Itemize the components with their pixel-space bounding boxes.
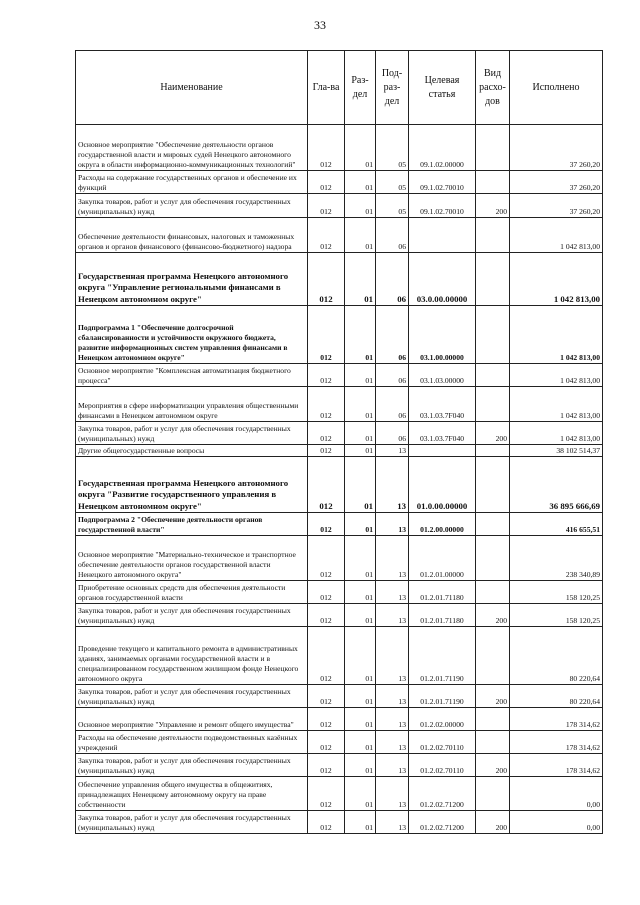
cell-subsection: 13 — [376, 708, 409, 731]
cell-subsection: 13 — [376, 445, 409, 457]
cell-target: 03.1.03.00000 — [409, 364, 476, 387]
cell-section: 01 — [345, 194, 376, 218]
cell-name: Расходы на обеспечение деятельности подведомственных казённых учреждений — [76, 731, 308, 754]
cell-section: 01 — [345, 685, 376, 708]
cell-section: 01 — [345, 218, 376, 253]
cell-target: 01.2.02.71200 — [409, 811, 476, 834]
header-target: Целевая статья — [409, 51, 476, 125]
cell-expense-type: 200 — [476, 422, 510, 445]
header-expense-type: Вид расхо-дов — [476, 51, 510, 125]
cell-target: 03.1.00.00000 — [409, 306, 476, 364]
cell-subsection: 13 — [376, 513, 409, 536]
cell-target: 01.2.02.71200 — [409, 777, 476, 811]
cell-chapter: 012 — [308, 457, 345, 513]
cell-subsection: 13 — [376, 731, 409, 754]
cell-executed: 1 042 813,00 — [510, 218, 603, 253]
table-row — [76, 171, 603, 194]
cell-executed: 238 340,89 — [510, 536, 603, 581]
cell-expense-type — [476, 457, 510, 513]
cell-name: Закупка товаров, работ и услуг для обеспечения государственных (муниципальных) нужд — [76, 604, 308, 627]
cell-expense-type — [476, 364, 510, 387]
cell-chapter: 012 — [308, 422, 345, 445]
cell-section: 01 — [345, 387, 376, 422]
cell-section: 01 — [345, 364, 376, 387]
cell-chapter: 012 — [308, 581, 345, 604]
table-row — [76, 218, 603, 253]
table-row — [76, 754, 603, 777]
cell-target: 01.2.01.71180 — [409, 604, 476, 627]
cell-executed: 38 102 514,37 — [510, 445, 603, 457]
cell-expense-type — [476, 777, 510, 811]
cell-target: 09.1.02.00000 — [409, 125, 476, 171]
cell-name: Государственная программа Ненецкого автономного округа "Управление региональными финансами в Ненецком автономном округе" — [76, 253, 308, 306]
cell-name: Закупка товаров, работ и услуг для обеспечения государственных (муниципальных) нужд — [76, 811, 308, 834]
table-row — [76, 387, 603, 422]
cell-executed: 1 042 813,00 — [510, 422, 603, 445]
table-row — [76, 445, 603, 457]
cell-expense-type — [476, 513, 510, 536]
cell-section: 01 — [345, 536, 376, 581]
cell-target: 03.1.03.7F040 — [409, 422, 476, 445]
cell-subsection: 13 — [376, 777, 409, 811]
header-section: Раз-дел — [345, 51, 376, 125]
cell-executed: 178 314,62 — [510, 731, 603, 754]
cell-target: 03.0.00.00000 — [409, 253, 476, 306]
cell-executed: 178 314,62 — [510, 708, 603, 731]
table-row — [76, 811, 603, 834]
cell-subsection: 13 — [376, 685, 409, 708]
cell-expense-type: 200 — [476, 685, 510, 708]
cell-expense-type — [476, 171, 510, 194]
cell-chapter: 012 — [308, 685, 345, 708]
table-row — [76, 513, 603, 536]
header-chapter: Гла-ва — [308, 51, 345, 125]
header-name: Наименование — [76, 51, 308, 125]
cell-name: Приобретение основных средств для обеспечения деятельности органов государственной власти — [76, 581, 308, 604]
cell-chapter: 012 — [308, 387, 345, 422]
table-row — [76, 364, 603, 387]
cell-executed: 178 314,62 — [510, 754, 603, 777]
cell-section: 01 — [345, 306, 376, 364]
cell-subsection: 06 — [376, 422, 409, 445]
cell-executed: 0,00 — [510, 777, 603, 811]
cell-executed: 37 260,20 — [510, 171, 603, 194]
cell-executed: 37 260,20 — [510, 194, 603, 218]
cell-section: 01 — [345, 513, 376, 536]
cell-subsection: 13 — [376, 811, 409, 834]
cell-subsection: 13 — [376, 627, 409, 685]
cell-expense-type: 200 — [476, 194, 510, 218]
cell-chapter: 012 — [308, 604, 345, 627]
cell-subsection: 05 — [376, 125, 409, 171]
cell-target — [409, 218, 476, 253]
cell-expense-type: 200 — [476, 754, 510, 777]
cell-name: Основное мероприятие "Комплексная автоматизация бюджетного процесса" — [76, 364, 308, 387]
table-row — [76, 253, 603, 306]
cell-name: Другие общегосударственные вопросы — [76, 445, 308, 457]
cell-section: 01 — [345, 708, 376, 731]
cell-subsection: 06 — [376, 387, 409, 422]
table-row — [76, 604, 603, 627]
cell-chapter: 012 — [308, 627, 345, 685]
cell-subsection: 06 — [376, 306, 409, 364]
cell-target: 01.2.00.00000 — [409, 513, 476, 536]
cell-section: 01 — [345, 422, 376, 445]
cell-chapter: 012 — [308, 253, 345, 306]
cell-expense-type — [476, 387, 510, 422]
table-row — [76, 731, 603, 754]
cell-name: Основное мероприятие "Управление и ремонт общего имущества" — [76, 708, 308, 731]
table-row — [76, 627, 603, 685]
cell-executed: 1 042 813,00 — [510, 364, 603, 387]
cell-subsection: 13 — [376, 581, 409, 604]
cell-target: 09.1.02.70010 — [409, 194, 476, 218]
cell-chapter: 012 — [308, 218, 345, 253]
cell-section: 01 — [345, 253, 376, 306]
cell-name: Закупка товаров, работ и услуг для обеспечения государственных (муниципальных) нужд — [76, 194, 308, 218]
cell-chapter: 012 — [308, 171, 345, 194]
cell-chapter: 012 — [308, 125, 345, 171]
cell-chapter: 012 — [308, 536, 345, 581]
cell-executed: 1 042 813,00 — [510, 306, 603, 364]
cell-chapter: 012 — [308, 445, 345, 457]
cell-executed: 158 120,25 — [510, 604, 603, 627]
page-number: 33 — [314, 18, 326, 32]
cell-name: Подпрограмма 1 "Обеспечение долгосрочной сбалансированности и устойчивости окружного бюджета, развитие информационных систем управления финансами в Ненецком автономном округе" — [76, 306, 308, 364]
cell-name: Обеспечение управления общего имущества в общежитиях, принадлежащих Ненецкому автономному округу на праве собственности — [76, 777, 308, 811]
cell-target: 01.2.02.70110 — [409, 731, 476, 754]
cell-executed: 0,00 — [510, 811, 603, 834]
cell-expense-type — [476, 536, 510, 581]
table-row — [76, 457, 603, 513]
cell-section: 01 — [345, 627, 376, 685]
cell-subsection: 05 — [376, 194, 409, 218]
cell-executed: 1 042 813,00 — [510, 387, 603, 422]
cell-name: Мероприятия в сфере информатизации управления общественными финансами в Ненецком автономном округе — [76, 387, 308, 422]
cell-chapter: 012 — [308, 513, 345, 536]
header-subsection: Под-раз-дел — [376, 51, 409, 125]
cell-name: Обеспечение деятельности финансовых, налоговых и таможенных органов и органов финансового (финансово-бюджетного) надзора — [76, 218, 308, 253]
table-row — [76, 306, 603, 364]
cell-executed: 37 260,20 — [510, 125, 603, 171]
cell-section: 01 — [345, 581, 376, 604]
cell-name: Закупка товаров, работ и услуг для обеспечения государственных (муниципальных) нужд — [76, 685, 308, 708]
cell-expense-type — [476, 306, 510, 364]
table-row — [76, 422, 603, 445]
cell-expense-type — [476, 731, 510, 754]
cell-name: Основное мероприятие "Обеспечение деятельности органов государственной власти и мировых судей Ненецкого автономного округа в области информационно-коммуникационных технологий" — [76, 125, 308, 171]
cell-name: Закупка товаров, работ и услуг для обеспечения государственных (муниципальных) нужд — [76, 754, 308, 777]
cell-expense-type — [476, 125, 510, 171]
cell-target: 01.2.01.71190 — [409, 685, 476, 708]
cell-chapter: 012 — [308, 811, 345, 834]
cell-name: Подпрограмма 2 "Обеспечение деятельности органов государственной власти" — [76, 513, 308, 536]
cell-expense-type — [476, 218, 510, 253]
cell-subsection: 13 — [376, 604, 409, 627]
cell-chapter: 012 — [308, 364, 345, 387]
header-executed: Исполнено — [510, 51, 603, 125]
table-row — [76, 777, 603, 811]
cell-subsection: 13 — [376, 536, 409, 581]
cell-subsection: 13 — [376, 754, 409, 777]
cell-section: 01 — [345, 125, 376, 171]
cell-target — [409, 445, 476, 457]
cell-expense-type — [476, 708, 510, 731]
cell-subsection: 05 — [376, 171, 409, 194]
table-row — [76, 708, 603, 731]
cell-target: 01.2.01.00000 — [409, 536, 476, 581]
cell-chapter: 012 — [308, 777, 345, 811]
cell-section: 01 — [345, 777, 376, 811]
cell-expense-type — [476, 581, 510, 604]
cell-expense-type — [476, 627, 510, 685]
table-row — [76, 685, 603, 708]
cell-executed: 416 655,51 — [510, 513, 603, 536]
cell-name: Проведение текущего и капитального ремонта в административных зданиях, занимаемых органами государственной власти и в специализированном государственном жилищном фонде Ненецкого автономного округа — [76, 627, 308, 685]
table-body — [76, 125, 603, 834]
cell-expense-type — [476, 253, 510, 306]
cell-section: 01 — [345, 457, 376, 513]
cell-expense-type — [476, 445, 510, 457]
cell-chapter: 012 — [308, 194, 345, 218]
cell-expense-type: 200 — [476, 811, 510, 834]
cell-name: Основное мероприятие "Материально-техническое и транспортное обеспечение деятельности органов государственной власти Ненецкого автономного округа" — [76, 536, 308, 581]
cell-target: 09.1.02.70010 — [409, 171, 476, 194]
cell-target: 01.0.00.00000 — [409, 457, 476, 513]
cell-section: 01 — [345, 754, 376, 777]
budget-table — [75, 50, 603, 834]
cell-subsection: 06 — [376, 253, 409, 306]
table-row — [76, 536, 603, 581]
cell-target: 01.2.02.70110 — [409, 754, 476, 777]
cell-executed: 36 895 666,69 — [510, 457, 603, 513]
table-header-row — [76, 51, 603, 125]
cell-section: 01 — [345, 171, 376, 194]
cell-executed: 158 120,25 — [510, 581, 603, 604]
cell-chapter: 012 — [308, 731, 345, 754]
cell-target: 03.1.03.7F040 — [409, 387, 476, 422]
cell-executed: 80 220,64 — [510, 627, 603, 685]
cell-executed: 80 220,64 — [510, 685, 603, 708]
cell-subsection: 13 — [376, 457, 409, 513]
table-row — [76, 581, 603, 604]
cell-section: 01 — [345, 811, 376, 834]
cell-target: 01.2.01.71180 — [409, 581, 476, 604]
cell-name: Расходы на содержание государственных органов и обеспечение их функций — [76, 171, 308, 194]
cell-section: 01 — [345, 445, 376, 457]
cell-section: 01 — [345, 731, 376, 754]
cell-executed: 1 042 813,00 — [510, 253, 603, 306]
cell-target: 01.2.01.71190 — [409, 627, 476, 685]
cell-section: 01 — [345, 604, 376, 627]
cell-name: Государственная программа Ненецкого автономного округа "Развитие государственного управления в Ненецком автономном округе" — [76, 457, 308, 513]
table-row — [76, 194, 603, 218]
cell-subsection: 06 — [376, 364, 409, 387]
cell-name: Закупка товаров, работ и услуг для обеспечения государственных (муниципальных) нужд — [76, 422, 308, 445]
cell-expense-type: 200 — [476, 604, 510, 627]
table-row — [76, 125, 603, 171]
cell-subsection: 06 — [376, 218, 409, 253]
cell-chapter: 012 — [308, 708, 345, 731]
cell-chapter: 012 — [308, 306, 345, 364]
cell-target: 01.2.02.00000 — [409, 708, 476, 731]
cell-chapter: 012 — [308, 754, 345, 777]
